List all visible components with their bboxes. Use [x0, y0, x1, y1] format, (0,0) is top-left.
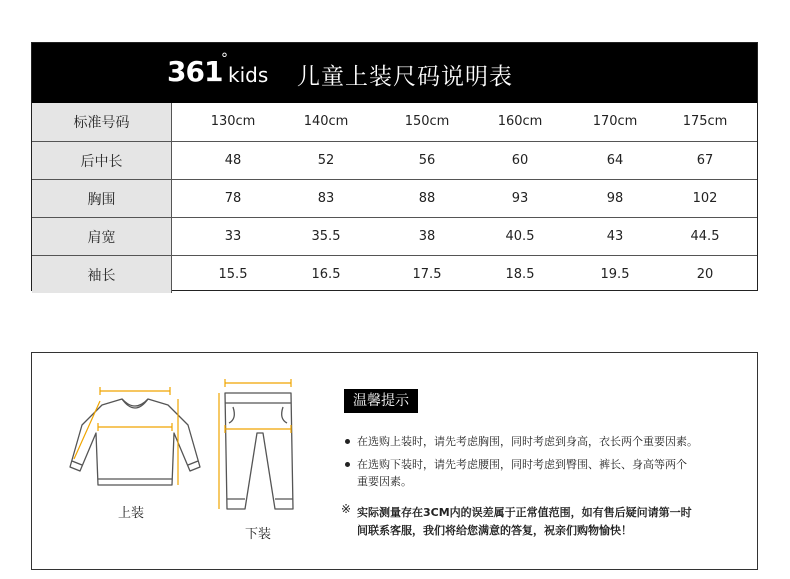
row-label: 胸围	[32, 180, 172, 217]
size-chart	[31, 42, 758, 291]
table-cell: 44.5	[690, 229, 720, 244]
table-row	[32, 255, 757, 293]
table-cell: 38	[418, 229, 436, 244]
table-cell: 43	[606, 229, 624, 244]
table-cell: 170cm	[592, 114, 638, 129]
tip-bullet-top: 在选购上装时，请先考虑胸围，同时考虑到身高，衣长两个重要因素。	[357, 435, 698, 448]
table-cell: 98	[606, 191, 624, 206]
table-cell: 88	[418, 191, 436, 206]
table-cell: 83	[317, 191, 335, 206]
table-cell: 160cm	[497, 114, 543, 129]
table-cell: 130cm	[210, 114, 256, 129]
table-cell: 40.5	[505, 229, 535, 244]
note-line-1: 实际测量存在3CM内的误差属于正常值范围，如有售后疑问请第一时	[357, 506, 692, 519]
table-cell: 19.5	[600, 267, 630, 282]
table-cell: 33	[224, 229, 242, 244]
table-cell: 52	[317, 153, 335, 168]
table-row	[32, 141, 757, 179]
table-cell: 15.5	[218, 267, 248, 282]
brand-logo-suffix: kids	[228, 63, 269, 87]
row-label: 肩宽	[32, 218, 172, 255]
bottom-garment-label: 下装	[245, 527, 272, 542]
pants-illustration	[215, 375, 305, 525]
brand-logo-number: 361	[167, 55, 223, 88]
table-cell: 18.5	[505, 267, 535, 282]
table-row	[32, 179, 757, 217]
table-cell: 67	[696, 153, 714, 168]
tips-badge: 温馨提示	[344, 389, 418, 413]
table-row	[32, 103, 757, 141]
table-cell: 140cm	[303, 114, 349, 129]
row-label: 后中长	[32, 142, 172, 179]
chart-title: 儿童上装尺码说明表	[297, 64, 513, 90]
size-table	[32, 103, 757, 293]
bullet-icon	[345, 462, 350, 467]
tips-panel	[31, 352, 758, 570]
row-label: 标准号码	[32, 103, 172, 141]
brand-logo-degree: °	[221, 51, 228, 67]
table-cell: 56	[418, 153, 436, 168]
top-garment-label: 上装	[118, 506, 145, 521]
table-cell: 102	[692, 191, 718, 206]
table-cell: 16.5	[311, 267, 341, 282]
table-cell: 78	[224, 191, 242, 206]
row-label: 袖长	[32, 256, 172, 293]
table-cell: 150cm	[404, 114, 450, 129]
chart-banner	[32, 43, 757, 103]
bullet-icon	[345, 439, 350, 444]
note-mark-icon: ※	[341, 502, 352, 516]
table-cell: 35.5	[311, 229, 341, 244]
table-cell: 64	[606, 153, 624, 168]
table-cell: 48	[224, 153, 242, 168]
table-cell: 17.5	[412, 267, 442, 282]
table-cell: 93	[511, 191, 529, 206]
tip-bullet-bottom: 在选购下装时，请先考虑腰围，同时考虑到臀围、裤长、身高等两个	[357, 458, 687, 471]
table-cell: 175cm	[682, 114, 728, 129]
table-cell: 60	[511, 153, 529, 168]
table-cell: 20	[696, 267, 714, 282]
table-row	[32, 217, 757, 255]
sweatshirt-illustration	[60, 377, 210, 507]
note-line-2: 间联系客服，我们将给您满意的答复，祝亲们购物愉快！	[357, 524, 632, 537]
tip-bullet-bottom-cont: 重要因素。	[357, 475, 412, 488]
